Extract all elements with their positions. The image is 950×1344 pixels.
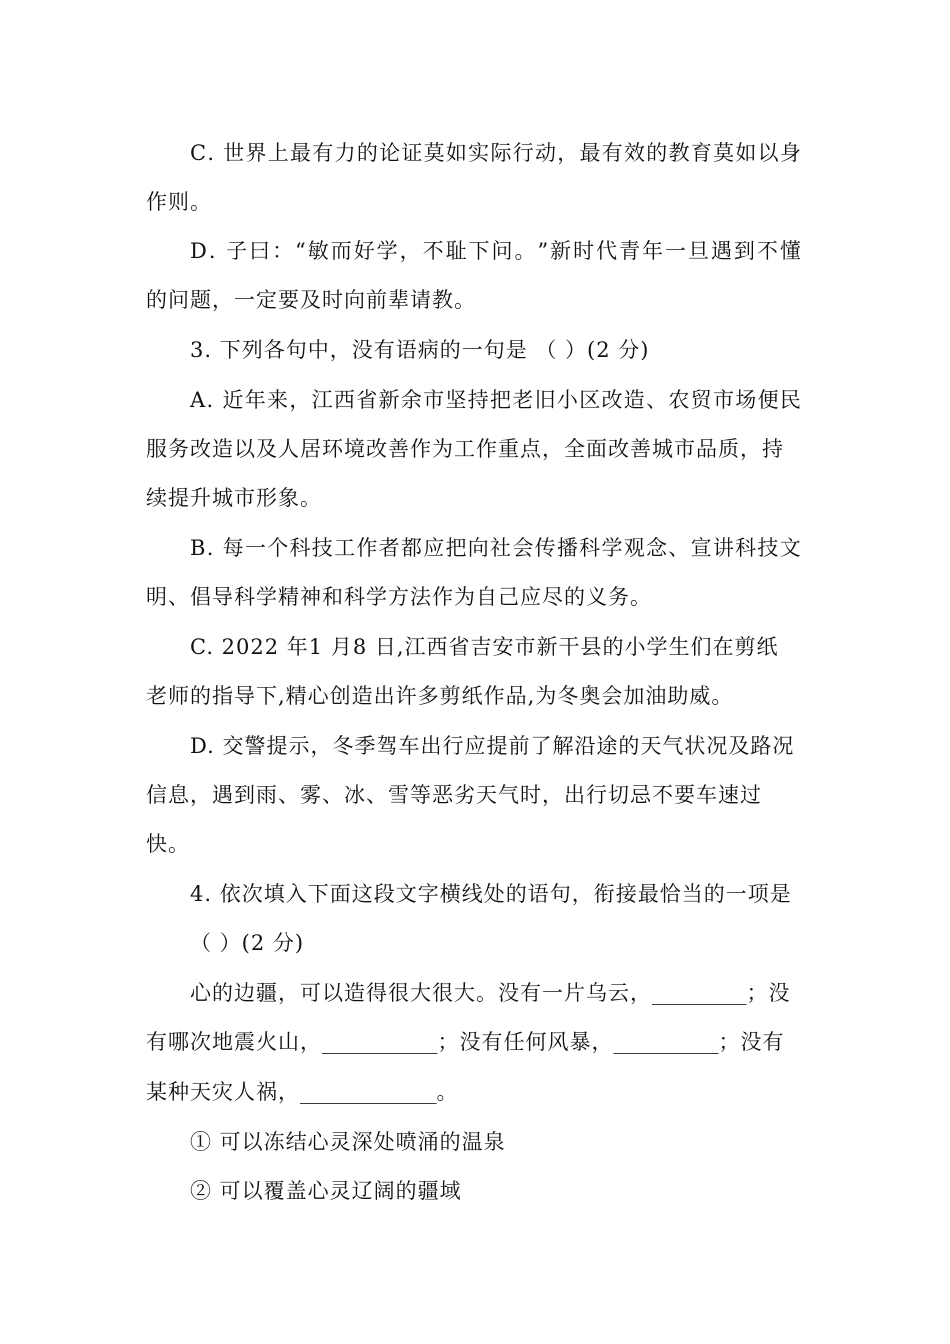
glyph: 身	[779, 141, 802, 165]
glyph	[215, 138, 223, 168]
question-4-title: 4. 依次填入下面这段文字横线处的语句，衔接最恰当的一项是	[190, 882, 792, 906]
glyph: 都	[400, 536, 423, 560]
q3-option-c-line-1: C. 2022 年1 月8 日,江西省吉安市新干县的小学生们在剪纸	[190, 635, 779, 659]
glyph	[217, 236, 225, 266]
glyph: 年	[642, 239, 665, 263]
glyph: 不	[422, 239, 445, 263]
glyph: 证	[401, 141, 424, 165]
glyph: 民	[779, 388, 802, 412]
glyph: 个	[267, 536, 290, 560]
glyph: 便	[757, 388, 780, 412]
glyph: 如	[445, 141, 468, 165]
passage-text: 有哪次地震火山，	[146, 1030, 322, 1054]
glyph: 旧	[534, 388, 557, 412]
glyph: 青	[619, 239, 642, 263]
passage-text: ；没	[746, 981, 791, 1005]
glyph: C	[190, 141, 208, 165]
glyph: A	[190, 388, 207, 412]
glyph: 念	[646, 536, 668, 560]
glyph: 贸	[690, 388, 713, 412]
glyph: 、	[646, 388, 669, 412]
glyph: B	[190, 536, 207, 560]
glyph: 年	[244, 388, 267, 412]
glyph: 时	[573, 239, 596, 263]
glyph: 力	[334, 141, 357, 165]
glyph: D	[190, 239, 208, 263]
option-c-line-2: 作则。	[146, 190, 212, 214]
passage-line-3	[146, 1077, 459, 1107]
glyph: 旦	[687, 239, 710, 263]
glyph: 行	[512, 141, 535, 165]
glyph: 市	[712, 388, 735, 412]
fill-blank-2: ___________	[322, 1030, 438, 1054]
glyph: 文	[779, 536, 802, 560]
glyph: 把	[490, 388, 512, 412]
glyph: 西	[333, 388, 356, 412]
glyph: 曰	[249, 239, 272, 263]
glyph: 而	[330, 239, 353, 263]
glyph: 好	[353, 239, 376, 263]
glyph: 小	[556, 388, 579, 412]
glyph: 技	[757, 536, 780, 560]
glyph: 有	[312, 141, 335, 165]
glyph: 敏	[307, 239, 330, 263]
glyph: 实	[468, 141, 491, 165]
q3-option-c-line-2: 老师的指导下,精心创造出许多剪纸作品,为冬奥会加油助威。	[146, 684, 734, 708]
glyph	[214, 385, 222, 415]
glyph: 工	[334, 536, 357, 560]
glyph: 到	[733, 239, 756, 263]
glyph: 有	[601, 141, 624, 165]
glyph: 、	[668, 536, 691, 560]
q3-option-a-line-2: 服务改造以及人居环境改善作为工作重点，全面改善城市品质，持	[146, 437, 784, 461]
glyph: “	[295, 239, 307, 263]
glyph: 科	[289, 536, 312, 560]
glyph: 造	[623, 388, 646, 412]
glyph: 一	[244, 536, 267, 560]
glyph: 际	[490, 141, 513, 165]
glyph: 最	[290, 141, 313, 165]
glyph: 效	[624, 141, 647, 165]
glyph: ，	[557, 141, 580, 165]
glyph: 观	[623, 536, 646, 560]
fill-blank-4: _____________	[300, 1080, 437, 1104]
glyph: 把	[445, 536, 468, 560]
glyph: ，	[289, 388, 312, 412]
glyph: ”	[537, 239, 550, 263]
option-d-line-1	[190, 236, 802, 266]
glyph: 应	[423, 536, 446, 560]
q3-option-a-line-3: 续提升城市形象。	[146, 486, 322, 510]
glyph	[215, 533, 223, 563]
glyph: .	[207, 141, 216, 165]
glyph: 区	[579, 388, 602, 412]
glyph: 问	[491, 239, 514, 263]
question-4-score: （ ）(2 分)	[190, 931, 305, 955]
glyph: 论	[379, 141, 402, 165]
passage-text: ；没有	[718, 1030, 785, 1054]
question-3-title: 3. 下列各句中，没有语病的一句是 （ ）(2 分)	[190, 338, 650, 362]
glyph: 科	[735, 536, 758, 560]
glyph: 传	[534, 536, 557, 560]
glyph: 以	[757, 141, 780, 165]
glyph: 代	[596, 239, 619, 263]
glyph: 不	[756, 239, 779, 263]
glyph: ：	[272, 239, 295, 263]
passage-line-2	[146, 1027, 785, 1057]
q3-option-b-line-2: 明、倡导科学精神和科学方法作为自己应尽的义务。	[146, 585, 652, 609]
option-d-line-2: 的问题，一定要及时向前辈请教。	[146, 288, 476, 312]
glyph: 教	[668, 141, 691, 165]
glyph: 者	[378, 536, 401, 560]
glyph: 下	[468, 239, 491, 263]
passage-text: 某种天灾人祸，	[146, 1080, 300, 1104]
glyph: 市	[423, 388, 446, 412]
glyph: 最	[579, 141, 602, 165]
glyph: 动	[534, 141, 557, 165]
q3-option-d-line-3: 快。	[146, 832, 190, 856]
glyph: 界	[245, 141, 268, 165]
glyph: 子	[226, 239, 249, 263]
glyph: 上	[267, 141, 290, 165]
glyph: 新	[550, 239, 573, 263]
glyph: 讲	[712, 536, 735, 560]
option-c-line-1	[190, 138, 802, 168]
fill-blank-1: _________	[652, 981, 747, 1005]
glyph: ，	[399, 239, 422, 263]
glyph: 的	[356, 141, 379, 165]
glyph: 育	[690, 141, 713, 165]
glyph: 技	[311, 536, 334, 560]
glyph: 如	[735, 141, 758, 165]
glyph: 遇	[710, 239, 733, 263]
q3-option-d-line-2: 信息，遇到雨、雾、冰、雪等恶劣天气时，出行切忌不要车速过	[146, 783, 762, 807]
glyph: 科	[579, 536, 602, 560]
glyph: 的	[646, 141, 669, 165]
glyph: 省	[356, 388, 379, 412]
glyph: .	[206, 536, 215, 560]
glyph: 余	[400, 388, 423, 412]
q3-option-b-line-1	[190, 533, 802, 563]
passage-text: ；没有任何风暴，	[437, 1030, 614, 1054]
glyph: 近	[222, 388, 245, 412]
glyph: .	[206, 388, 215, 412]
passage-line-1	[190, 978, 791, 1008]
glyph: 向	[467, 536, 490, 560]
glyph: 来	[267, 388, 290, 412]
glyph: 莫	[713, 141, 736, 165]
passage-text: 。	[436, 1080, 459, 1104]
glyph: 场	[735, 388, 758, 412]
choice-1: ① 可以冻结心灵深处喷涌的温泉	[190, 1130, 506, 1154]
glyph: 一	[665, 239, 687, 263]
q3-option-d-line-1: D. 交警提示，冬季驾车出行应提前了解沿途的天气状况及路况	[190, 734, 795, 758]
glyph: 江	[311, 388, 334, 412]
glyph: 老	[512, 388, 535, 412]
fill-blank-3: __________	[613, 1030, 719, 1054]
glyph: 。	[514, 239, 537, 263]
glyph: 耻	[445, 239, 468, 263]
glyph: 持	[467, 388, 490, 412]
glyph: 播	[556, 536, 579, 560]
passage-text: 心的边疆，可以造得很大很大。没有一片乌云，	[190, 981, 652, 1005]
glyph: 会	[512, 536, 535, 560]
q3-option-a-line-1	[190, 385, 802, 415]
glyph: 每	[222, 536, 245, 560]
glyph: 懂	[779, 239, 802, 263]
choice-2: ② 可以覆盖心灵辽阔的疆域	[190, 1179, 462, 1203]
glyph: 学	[601, 536, 624, 560]
glyph: 学	[376, 239, 399, 263]
glyph: 莫	[423, 141, 446, 165]
glyph: 作	[356, 536, 379, 560]
glyph: 世	[223, 141, 246, 165]
glyph: 社	[490, 536, 513, 560]
glyph: 宣	[690, 536, 713, 560]
glyph: 农	[668, 388, 691, 412]
glyph: .	[208, 239, 217, 263]
glyph: 新	[378, 388, 401, 412]
glyph: 改	[601, 388, 624, 412]
glyph: 坚	[445, 388, 468, 412]
